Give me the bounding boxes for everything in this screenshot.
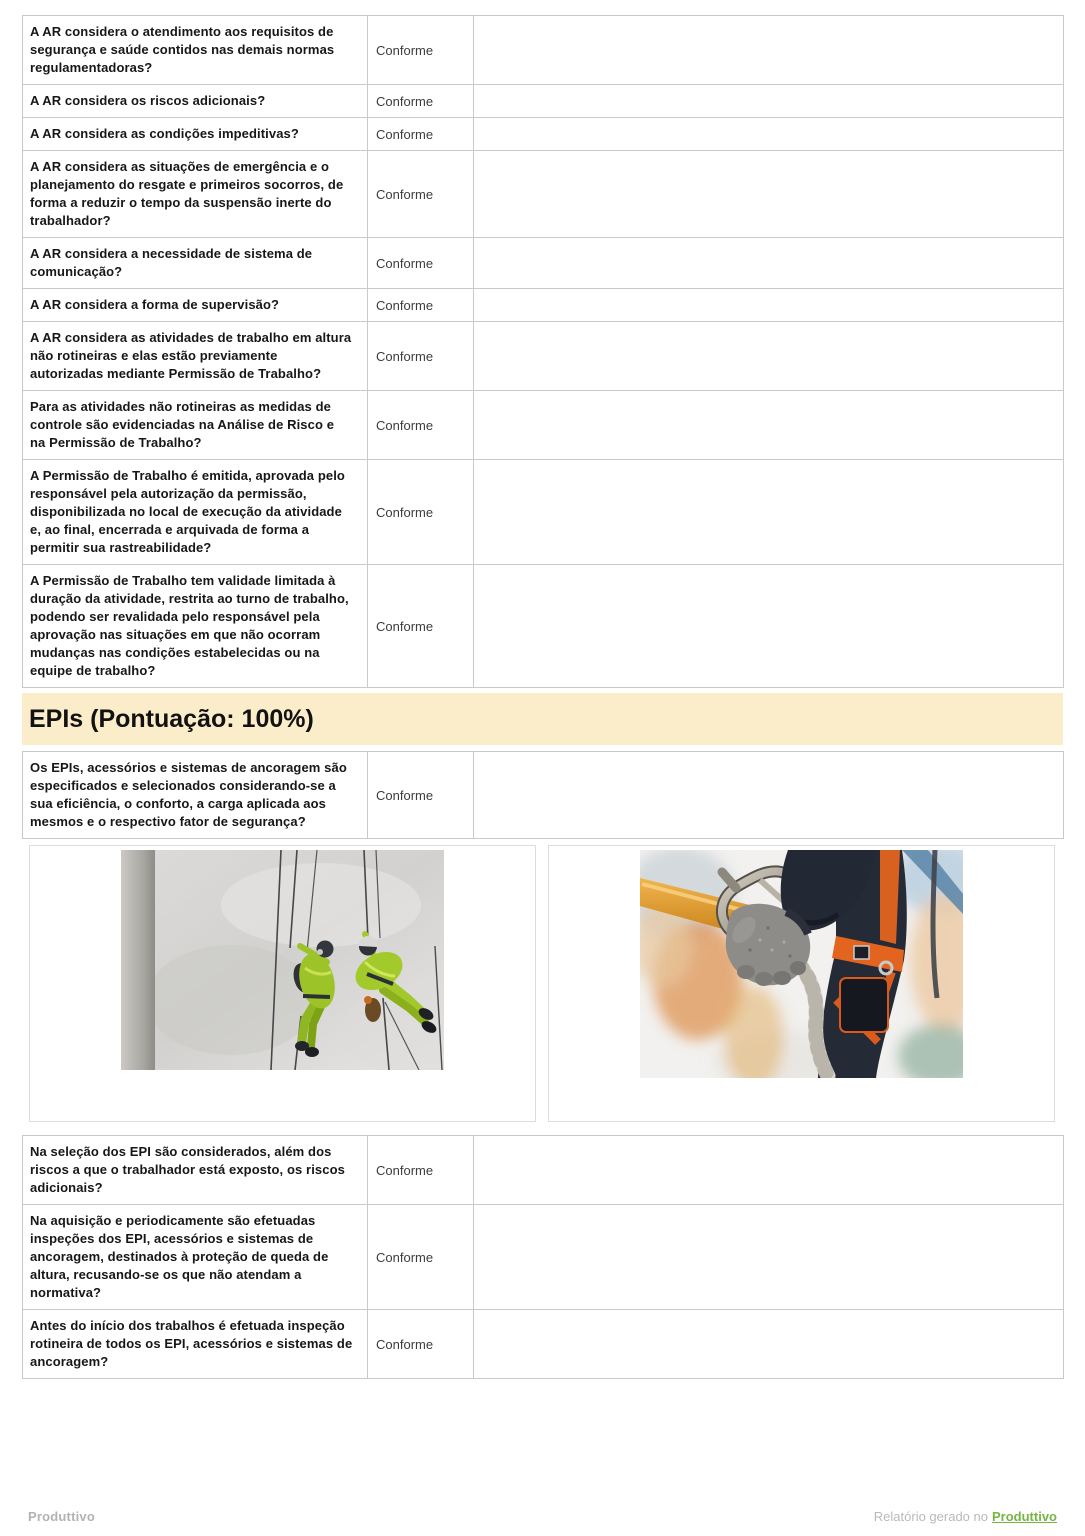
answer-cell: Conforme	[368, 16, 474, 85]
question-cell: A AR considera a necessidade de sistema de comunicação?	[23, 238, 368, 289]
checklist-row	[23, 16, 1064, 85]
observation-cell	[474, 752, 1064, 839]
checklist-row	[23, 118, 1064, 151]
checklist-row	[23, 289, 1064, 322]
question-cell: Na aquisição e periodicamente são efetuadas inspeções dos EPI, acessórios e sistemas de ancoragem, destinados à proteção de queda de altura, recusando-se os que não atendam a normativa?	[23, 1205, 368, 1310]
checklist-row	[23, 322, 1064, 391]
observation-cell	[474, 151, 1064, 238]
question-cell: A AR considera os riscos adicionais?	[23, 85, 368, 118]
observation-cell	[474, 322, 1064, 391]
answer-cell: Conforme	[368, 391, 474, 460]
checklist-row	[23, 565, 1064, 688]
footer-generated-text	[874, 1509, 1057, 1524]
answer-cell: Conforme	[368, 565, 474, 688]
report-content	[22, 15, 1063, 1379]
footer-generated-prefix: Relatório gerado no	[873, 1509, 988, 1524]
question-cell: A AR considera as situações de emergência e o planejamento do resgate e primeiros socorros, de forma a reduzir o tempo da suspensão inerte do trabalhador?	[23, 151, 368, 238]
question-cell: A AR considera o atendimento aos requisitos de segurança e saúde contidos nas demais normas regulamentadoras?	[23, 16, 368, 85]
page-footer	[28, 1509, 1057, 1524]
observation-cell	[474, 460, 1064, 565]
photo-attachment-right	[548, 845, 1055, 1122]
checklist-table-bottom	[22, 1135, 1064, 1379]
question-cell: A Permissão de Trabalho é emitida, aprovada pelo responsável pela autorização da permissão, disponibilizada no local de execução da atividade e, ao final, encerrada e arquivada de forma a permitir sua rastreabilidade?	[23, 460, 368, 565]
photo-harness-carabiner-grip	[640, 850, 963, 1078]
checklist-row	[23, 151, 1064, 238]
photo-attachments-row	[29, 845, 1056, 1122]
footer-produttivo-link[interactable]: Produttivo	[992, 1509, 1057, 1524]
observation-cell	[474, 16, 1064, 85]
photo-attachment-left	[29, 845, 536, 1122]
checklist-row	[23, 391, 1064, 460]
observation-cell	[474, 118, 1064, 151]
section-title: EPIs (Pontuação: 100%)	[29, 704, 314, 733]
answer-cell: Conforme	[368, 1310, 474, 1379]
question-cell: A AR considera as condições impeditivas?	[23, 118, 368, 151]
answer-cell: Conforme	[368, 151, 474, 238]
answer-cell: Conforme	[368, 289, 474, 322]
checklist-row	[23, 460, 1064, 565]
answer-cell: Conforme	[368, 1205, 474, 1310]
answer-cell: Conforme	[368, 85, 474, 118]
observation-cell	[474, 289, 1064, 322]
answer-cell: Conforme	[368, 752, 474, 839]
answer-cell: Conforme	[368, 1136, 474, 1205]
footer-brand: Produttivo	[28, 1509, 95, 1524]
checklist-row	[23, 1136, 1064, 1205]
question-cell: A AR considera as atividades de trabalho em altura não rotineiras e elas estão previamente autorizadas mediante Permissão de Trabalho?	[23, 322, 368, 391]
question-cell: Antes do início dos trabalhos é efetuada inspeção rotineira de todos os EPI, acessórios e sistemas de ancoragem?	[23, 1310, 368, 1379]
checklist-row	[23, 1310, 1064, 1379]
observation-cell	[474, 565, 1064, 688]
observation-cell	[474, 1205, 1064, 1310]
observation-cell	[474, 85, 1064, 118]
answer-cell: Conforme	[368, 322, 474, 391]
question-cell: Na seleção dos EPI são considerados, além dos riscos a que o trabalhador está exposto, os riscos adicionais?	[23, 1136, 368, 1205]
observation-cell	[474, 391, 1064, 460]
observation-cell	[474, 1310, 1064, 1379]
checklist-row	[23, 752, 1064, 839]
question-cell: Os EPIs, acessórios e sistemas de ancoragem são especificados e selecionados considerando-se a sua eficiência, o conforto, a carga aplicada aos mesmos e o respectivo fator de segurança?	[23, 752, 368, 839]
observation-cell	[474, 238, 1064, 289]
checklist-table-top	[22, 15, 1064, 688]
checklist-row	[23, 1205, 1064, 1310]
answer-cell: Conforme	[368, 118, 474, 151]
checklist-table-section	[22, 751, 1064, 839]
question-cell: Para as atividades não rotineiras as medidas de controle são evidenciadas na Análise de Risco e na Permissão de Trabalho?	[23, 391, 368, 460]
answer-cell: Conforme	[368, 460, 474, 565]
answer-cell: Conforme	[368, 238, 474, 289]
observation-cell	[474, 1136, 1064, 1205]
question-cell: A Permissão de Trabalho tem validade limitada à duração da atividade, restrita ao turno de trabalho, podendo ser revalidada pelo responsável pela aprovação nas situações em que não ocorram mudanças nas condições estabelecidas ou na equipe de trabalho?	[23, 565, 368, 688]
checklist-row	[23, 85, 1064, 118]
question-cell: A AR considera a forma de supervisão?	[23, 289, 368, 322]
checklist-row	[23, 238, 1064, 289]
section-header	[22, 693, 1063, 745]
photo-rope-access-workers	[121, 850, 444, 1070]
